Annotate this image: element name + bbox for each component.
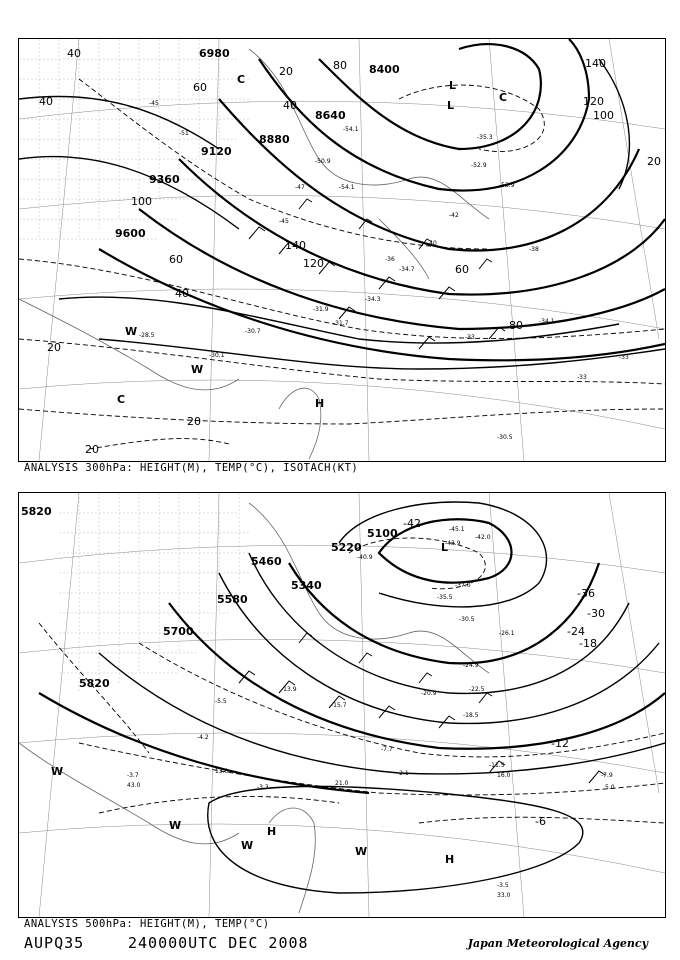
- warm-center: W: [125, 325, 138, 338]
- wind-barbs: [239, 633, 605, 783]
- temp-label: -40: [427, 240, 437, 247]
- temp-label: -30.1: [209, 352, 225, 359]
- height-label: 5100: [367, 527, 398, 540]
- height-label: 5220: [331, 541, 362, 554]
- obs-label: -22.5: [469, 686, 485, 693]
- isotach-label: 20: [187, 415, 201, 428]
- isotach-label: 80: [509, 319, 523, 332]
- isotherm-label: -6: [535, 815, 546, 828]
- isotach-label: 60: [193, 81, 207, 94]
- warm-center: W: [191, 363, 204, 376]
- isotach-label: 20: [47, 341, 61, 354]
- agency-name: Japan Meteorological Agency: [467, 937, 648, 950]
- isotherm-label: -42: [403, 517, 421, 530]
- isotach-label: 60: [455, 263, 469, 276]
- temp-label: -45: [279, 218, 289, 225]
- height-label: 5580: [217, 593, 248, 606]
- temp-label: -52.9: [471, 162, 487, 169]
- isotach-label: 40: [175, 287, 189, 300]
- valid-time: 240000UTC DEC 2008: [128, 934, 309, 952]
- temp-label: -38: [529, 246, 539, 253]
- obs-label: -45.1: [449, 526, 465, 533]
- height-label: 5820: [21, 505, 52, 518]
- obs-label: -3.5: [497, 882, 509, 889]
- temp-label: -51: [179, 130, 189, 137]
- chart-300hpa: [18, 38, 666, 462]
- height-label: 9120: [201, 145, 232, 158]
- obs-label: -18.5: [463, 712, 479, 719]
- height-label: 5820: [79, 677, 110, 690]
- obs-label: -7.7: [381, 746, 393, 753]
- obs-label: -42.0: [475, 534, 491, 541]
- high-center: H: [267, 825, 277, 838]
- height-label: 8880: [259, 133, 290, 146]
- isotach-label: 100: [593, 109, 614, 122]
- isotherm-label: -24: [567, 625, 585, 638]
- height-labels: [115, 47, 400, 240]
- warm-center: W: [355, 845, 368, 858]
- height-label: 8640: [315, 109, 346, 122]
- caption-500hpa: ANALYSIS 500hPa: HEIGHT(M), TEMP(°C): [24, 918, 270, 930]
- obs-label: -37.0: [455, 582, 471, 589]
- height-label: 5700: [163, 625, 194, 638]
- low-center: L: [441, 541, 449, 554]
- temp-label: -30.5: [497, 434, 513, 441]
- obs-label: -11.5: [489, 762, 505, 769]
- height-label: 5340: [291, 579, 322, 592]
- isotherm-label: -18: [579, 637, 597, 650]
- isotherms: [19, 79, 665, 449]
- map-500hpa: [19, 493, 665, 917]
- temp-label: -34.3: [365, 296, 381, 303]
- obs-label: 21.0: [335, 780, 349, 787]
- temp-label: -47: [295, 184, 305, 191]
- high-center: H: [445, 853, 455, 866]
- isotach-label: 40: [283, 99, 297, 112]
- isotach-label: 20: [279, 65, 293, 78]
- warm-center: W: [241, 839, 254, 852]
- height-labels: [21, 505, 398, 690]
- obs-label: 5.0: [605, 784, 615, 791]
- obs-label: -3.7: [127, 772, 139, 779]
- obs-label: -3.3: [257, 784, 269, 791]
- height-label: 9600: [115, 227, 146, 240]
- obs-label: -15.7: [331, 702, 347, 709]
- warm-center: W: [51, 765, 64, 778]
- obs-label: -7.9: [601, 772, 613, 779]
- obs-label: 13.0: [215, 768, 229, 775]
- obs-label: -24.9: [463, 662, 479, 669]
- obs-label: -40.9: [357, 554, 373, 561]
- temp-label: -45: [149, 100, 159, 107]
- obs-label: -5.5: [215, 698, 227, 705]
- obs-label: -30.5: [459, 616, 475, 623]
- height-contours: [99, 39, 665, 360]
- temp-label: -53.9: [499, 182, 515, 189]
- temp-label: -54.1: [343, 126, 359, 133]
- obs-label: -26.1: [499, 630, 515, 637]
- isotherm-label: -30: [587, 607, 605, 620]
- isotach-label: 140: [585, 57, 606, 70]
- obs-label: -43.9: [445, 540, 461, 547]
- isotherm-label: -12: [551, 737, 569, 750]
- cold-center: C: [499, 91, 508, 104]
- caption-300hpa: ANALYSIS 300hPa: HEIGHT(M), TEMP(°C), ISOTACH(KT): [24, 462, 359, 474]
- obs-label: 33.0: [497, 892, 511, 899]
- low-center: L: [449, 79, 457, 92]
- isotach-label: 40: [39, 95, 53, 108]
- temp-label: -34.7: [399, 266, 415, 273]
- temp-label: -33: [619, 354, 629, 361]
- obs-label: 43.0: [127, 782, 141, 789]
- chart-500hpa: [18, 492, 666, 918]
- temp-label: -31.7: [333, 320, 349, 327]
- low-center: L: [447, 99, 455, 112]
- cold-center: C: [237, 73, 246, 86]
- high-center: H: [315, 397, 325, 410]
- product-code: AUPQ35: [24, 934, 85, 952]
- isotach-label: 20: [85, 443, 99, 456]
- temp-label: -42: [449, 212, 459, 219]
- temp-label: -33: [465, 334, 475, 341]
- isotherm-label: -36: [577, 587, 595, 600]
- isotach-label: 140: [285, 239, 306, 252]
- temp-label: -36: [385, 256, 395, 263]
- obs-label: -35.5: [437, 594, 453, 601]
- obs-labels: [127, 526, 615, 899]
- temp-label: -35.3: [477, 134, 493, 141]
- isotach-label: 120: [303, 257, 324, 270]
- centers: [51, 541, 454, 866]
- height-label-corner: 6980: [199, 47, 230, 60]
- warm-center: W: [169, 819, 182, 832]
- temp-label: -31.9: [313, 306, 329, 313]
- height-label: 8400: [369, 63, 400, 76]
- temp-label: -28.5: [139, 332, 155, 339]
- temp-label: -33: [577, 374, 587, 381]
- isotach-label: 80: [333, 59, 347, 72]
- isotach-label: 40: [67, 47, 81, 60]
- isotach-label: 100: [131, 195, 152, 208]
- obs-label: -2.1: [397, 770, 409, 777]
- temp-label: -34.1: [539, 318, 555, 325]
- isotach-label: 120: [583, 95, 604, 108]
- temp-label: -30.7: [245, 328, 261, 335]
- cold-center: C: [117, 393, 126, 406]
- isotach-labels: [39, 47, 661, 456]
- obs-label: -13.9: [281, 686, 297, 693]
- height-label: 9360: [149, 173, 180, 186]
- map-300hpa: [19, 39, 665, 461]
- isotach-label: 60: [169, 253, 183, 266]
- obs-label: -4.2: [197, 734, 209, 741]
- obs-label: -20.9: [421, 690, 437, 697]
- isotach-label: 20: [647, 155, 661, 168]
- obs-label: 16.0: [497, 772, 511, 779]
- temp-label: -50.9: [315, 158, 331, 165]
- temp-label: -54.1: [339, 184, 355, 191]
- height-label: 5460: [251, 555, 282, 568]
